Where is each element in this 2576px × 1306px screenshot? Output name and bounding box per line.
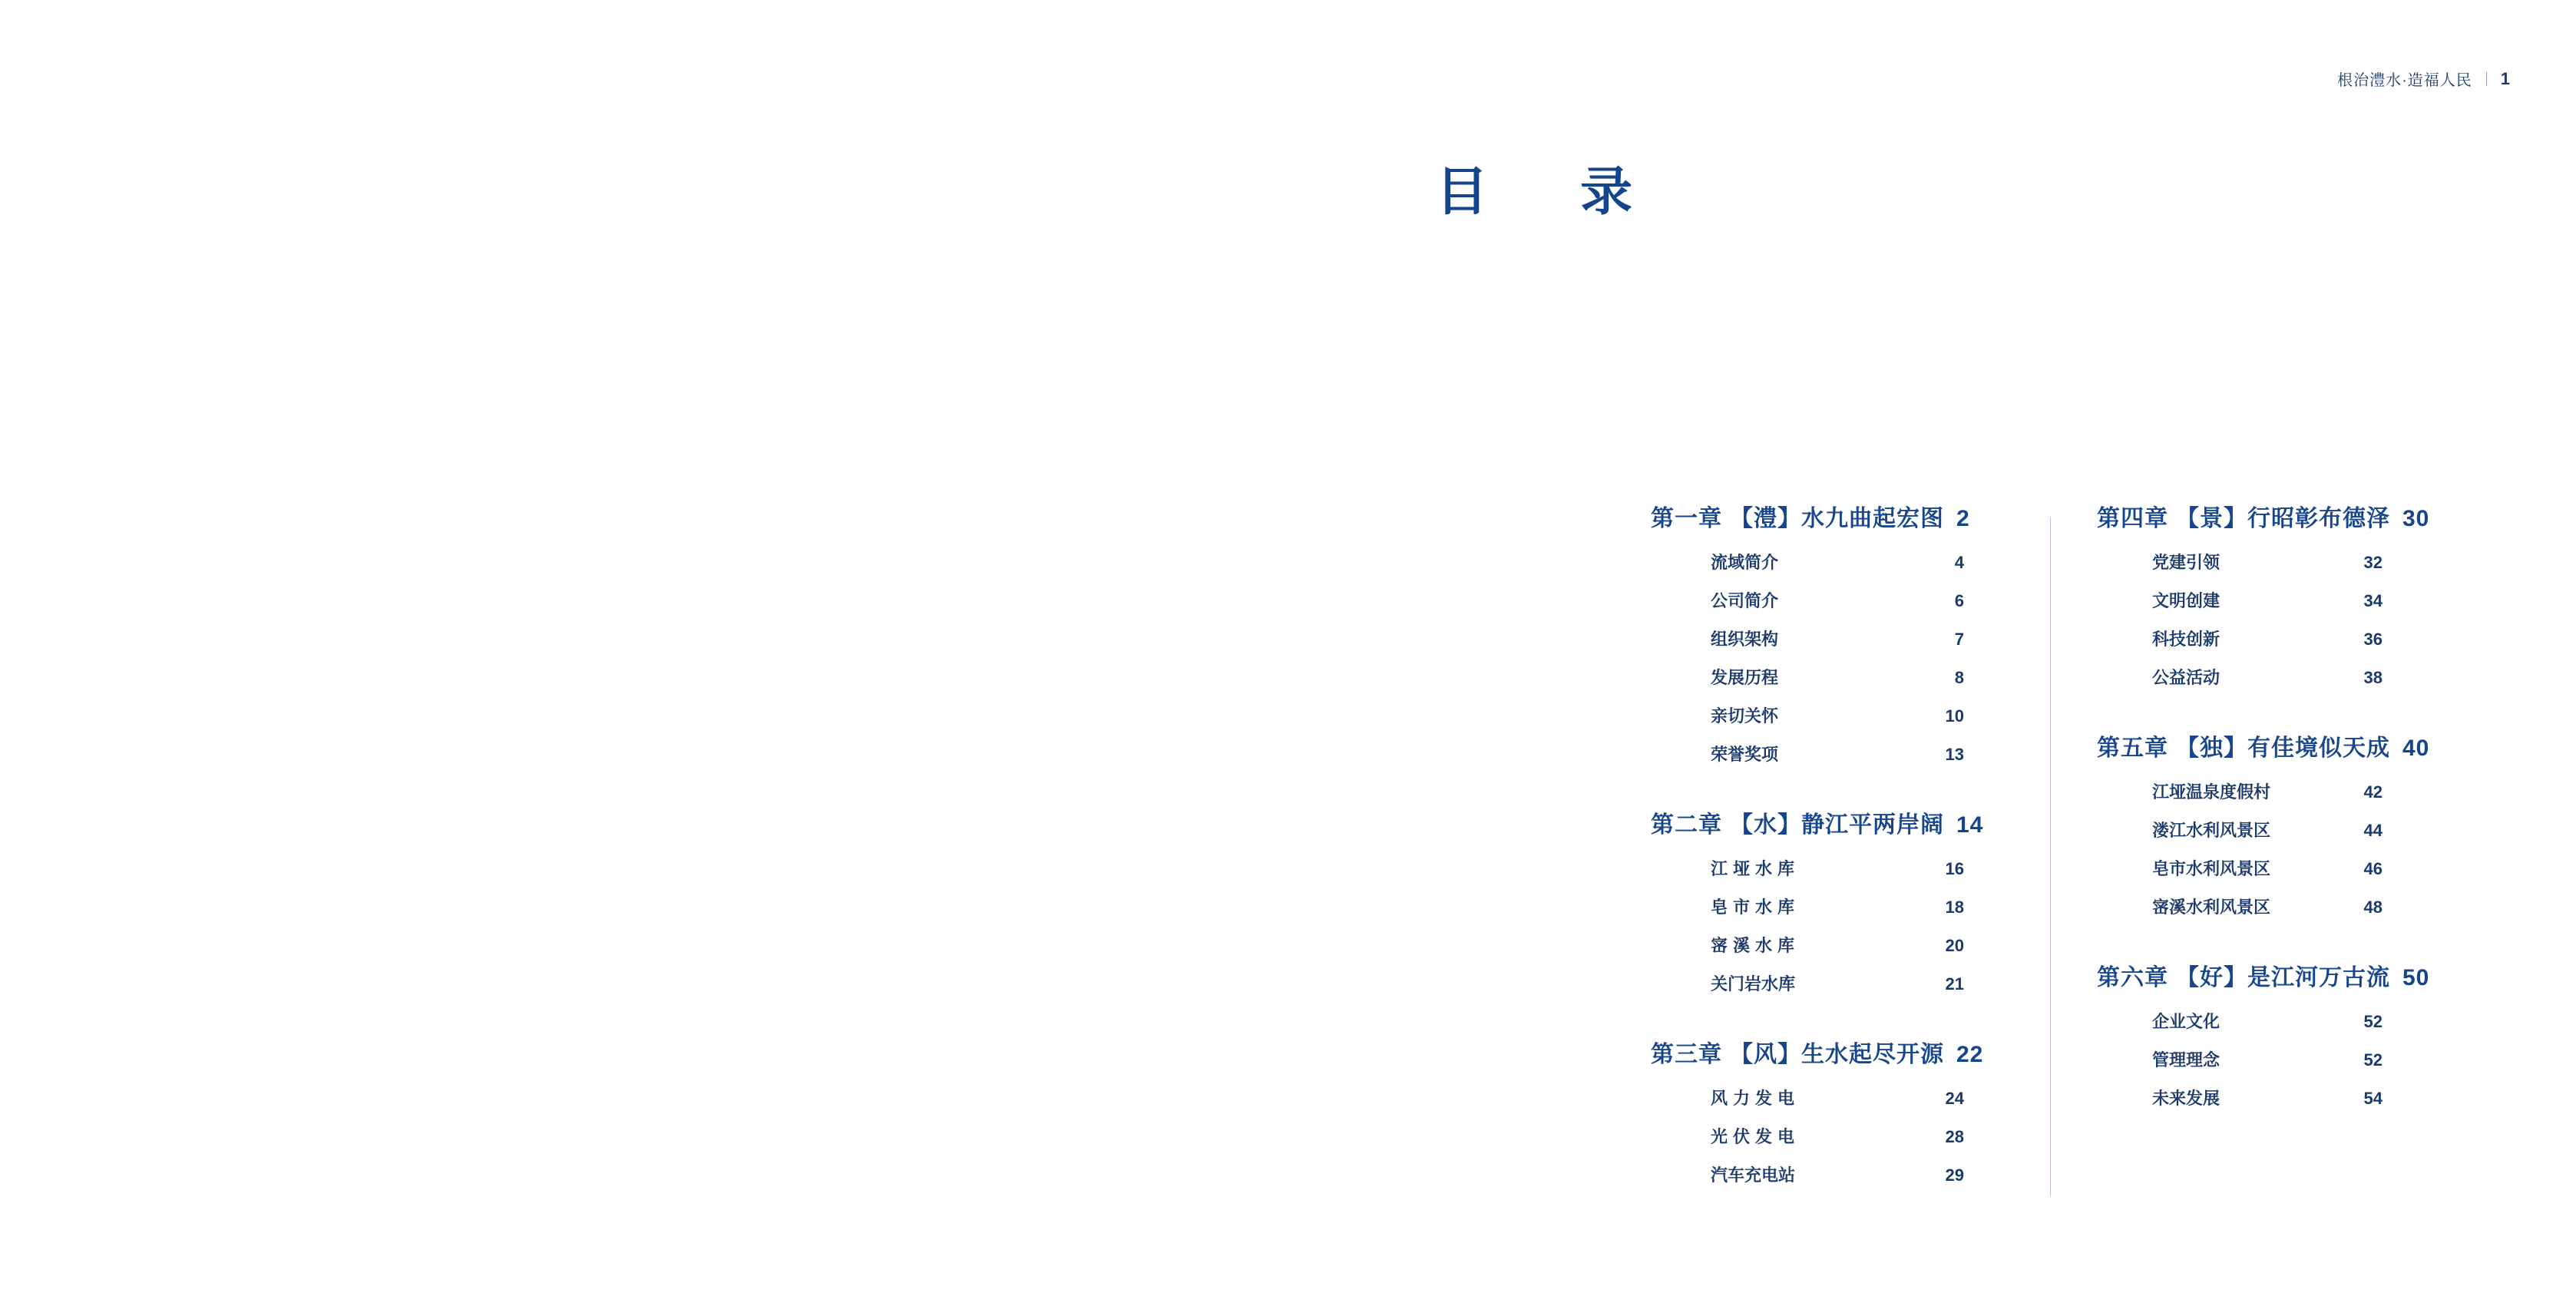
toc-entry-label: 管理理念 [2152,1050,2221,1070]
toc-entry-label: 宻溪水利风景区 [2152,898,2271,917]
toc-entry-label: 文明创建 [2152,591,2221,610]
toc-entry-label: 皂市水利风景区 [2152,859,2271,878]
chapter-title: 【好】是江河万古流 [2176,965,2390,990]
toc-entry[interactable] [1711,894,1964,918]
toc-column-left [1651,499,2050,1201]
chapter-heading[interactable] [1651,1035,2019,1069]
toc-entry-page: 10 [1945,706,1964,726]
toc-entry-page: 52 [2363,1012,2383,1031]
chapter-page: 50 [2402,965,2430,990]
chapter-entries [2152,1009,2450,1109]
toc-entry[interactable] [1711,703,1964,727]
chapter-number: 第六章 [2097,965,2168,990]
toc-entry-page: 36 [2363,630,2383,649]
toc-entry-label: 风力发电 [1711,1089,1801,1108]
toc-entry-label: 发展历程 [1711,668,1779,687]
page-title: 目 录 [1436,163,1653,221]
chapter-title: 【风】生水起尽开源 [1730,1042,1944,1067]
chapter-entries [1711,550,2019,765]
toc-entry[interactable] [2152,818,2383,841]
toc-entry[interactable] [2152,627,2383,650]
chapter-heading[interactable] [1651,805,2019,839]
toc-entry-label: 科技创新 [2152,630,2221,649]
chapter-number: 第四章 [2097,506,2168,531]
chapter-page: 30 [2402,506,2430,531]
toc-entry[interactable] [2152,588,2383,612]
toc-entry-label: 江垭温泉度假村 [2152,782,2271,802]
toc-entry[interactable] [1711,933,1964,957]
toc-entry[interactable] [1711,742,1964,765]
toc-columns [1651,499,2511,1201]
chapter-block[interactable] [2097,958,2450,1109]
toc-entry[interactable] [2152,1009,2383,1033]
chapter-entries [1711,856,2019,995]
chapter-number: 第三章 [1651,1042,1722,1067]
chapter-entries [1711,1086,2019,1186]
toc-entry[interactable] [1711,856,1964,880]
toc-entry[interactable] [1711,1124,1964,1148]
chapter-number: 第五章 [2097,736,2168,761]
running-header-text: 根治澧水·造福人民 [2337,72,2472,89]
toc-entry[interactable] [2152,1047,2383,1071]
toc-entry-page: 29 [1945,1165,1964,1185]
toc-entry-page: 52 [2363,1050,2383,1070]
chapter-number: 第一章 [1651,506,1722,531]
toc-entry-page: 28 [1945,1127,1964,1146]
toc-entry-label: 亲切关怀 [1711,706,1779,726]
toc-entry[interactable] [1711,550,1964,574]
toc-entry-label: 汽车充电站 [1711,1165,1796,1185]
toc-entry-page: 54 [2363,1089,2383,1108]
toc-entry-page: 7 [1954,630,1964,649]
chapter-title: 【澧】水九曲起宏图 [1730,506,1944,531]
chapter-number: 第二章 [1651,812,1722,838]
chapter-page: 14 [1956,812,1984,838]
chapter-page: 22 [1956,1042,1984,1067]
chapter-heading[interactable] [2097,729,2450,762]
toc-entry-label: 皂市水库 [1711,898,1801,917]
toc-entry-page: 46 [2363,859,2383,878]
toc-entry-page: 4 [1954,553,1964,572]
toc-entry-label: 光伏发电 [1711,1127,1801,1146]
toc-entry-page: 8 [1954,668,1964,687]
toc-entry[interactable] [2152,665,2383,689]
toc-entry-page: 21 [1945,974,1964,994]
toc-entry-page: 16 [1945,859,1964,878]
chapter-title: 【独】有佳境似天成 [2176,736,2390,761]
toc-entry-page: 24 [1945,1089,1964,1108]
chapter-block[interactable] [2097,499,2450,689]
chapter-block[interactable] [1651,1035,2019,1186]
toc-entry-label: 党建引领 [2152,553,2221,572]
toc-entry-page: 32 [2363,553,2383,572]
toc-entry-label: 流域简介 [1711,553,1779,572]
chapter-entries [2152,779,2450,918]
toc-entry[interactable] [2152,1086,2383,1109]
toc-entry[interactable] [1711,588,1964,612]
chapter-block[interactable] [2097,729,2450,918]
toc-entry-label: 企业文化 [2152,1012,2221,1031]
chapter-title: 【景】行昭彰布德泽 [2176,506,2390,531]
chapter-page: 2 [1956,506,1970,531]
running-header [2337,68,2511,90]
toc-entry-label: 溇江水利风景区 [2152,821,2271,840]
toc-entry[interactable] [2152,550,2383,574]
toc-entry-label: 公司简介 [1711,591,1779,610]
toc-entry-page: 42 [2363,782,2383,802]
chapter-heading[interactable] [2097,499,2450,533]
chapter-block[interactable] [1651,499,2019,765]
toc-entry[interactable] [2152,779,2383,803]
toc-entry-label: 荣誉奖项 [1711,745,1779,764]
chapter-page: 40 [2402,736,2430,761]
chapter-title: 【水】静江平两岸阔 [1730,812,1944,838]
toc-entry[interactable] [2152,894,2383,918]
toc-entry[interactable] [1711,971,1964,995]
toc-entry-page: 13 [1945,745,1964,764]
toc-entry-label: 未来发展 [2152,1089,2221,1108]
toc-entry-label: 组织架构 [1711,630,1779,649]
toc-entry-label: 宻溪水库 [1711,936,1801,955]
toc-entry-page: 6 [1954,591,1964,610]
chapter-block[interactable] [1651,805,2019,995]
toc-entry[interactable] [1711,665,1964,689]
toc-entry[interactable] [1711,1086,1964,1109]
toc-entry-page: 38 [2363,668,2383,687]
chapter-heading[interactable] [1651,499,2019,533]
toc-entry-label: 公益活动 [2152,668,2221,687]
toc-entry[interactable] [1711,1162,1964,1186]
toc-entry[interactable] [1711,627,1964,650]
running-header-page-number: 1 [2500,68,2511,88]
toc-entry-page: 18 [1945,898,1964,917]
running-header-divider [2486,72,2487,86]
toc-entry-page: 48 [2363,898,2383,917]
toc-entry[interactable] [2152,856,2383,880]
toc-entry-page: 34 [2363,591,2383,610]
toc-entry-label: 江垭水库 [1711,859,1801,878]
toc-entry-label: 关门岩水库 [1711,974,1796,994]
toc-entry-page: 44 [2363,821,2383,840]
toc-entry-page: 20 [1945,936,1964,955]
chapter-entries [2152,550,2450,689]
chapter-heading[interactable] [2097,958,2450,992]
toc-column-right [2051,499,2450,1124]
